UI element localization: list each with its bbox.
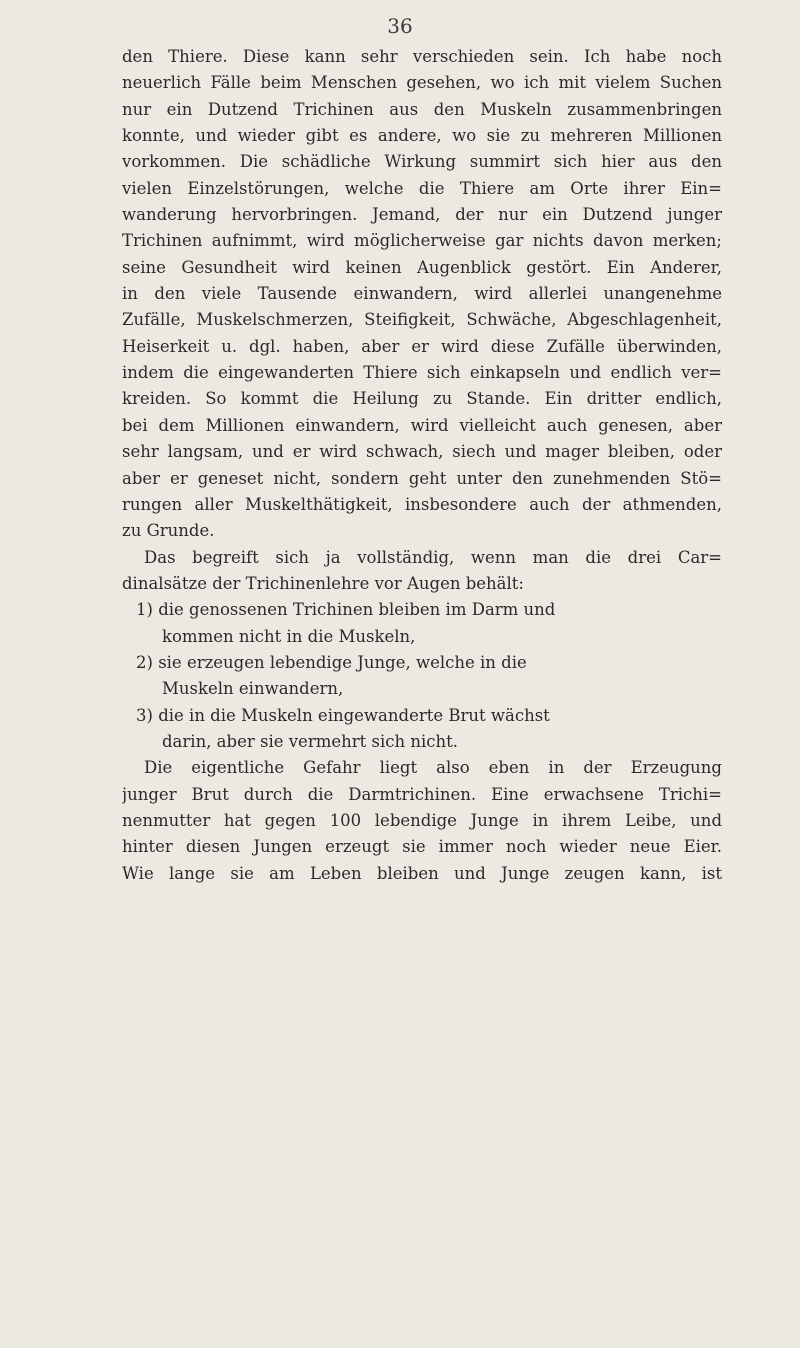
list-number: 3) xyxy=(136,705,153,725)
text-line: aber er geneset nicht, sondern geht unter den zunehmenden Stö= xyxy=(122,468,722,488)
text-line: Die eigentliche Gefahr liegt also eben in der Erzeugung xyxy=(144,758,722,778)
text-line: dinalsätze der Trichinenlehre vor Augen behält: xyxy=(122,573,524,593)
page-number: 36 xyxy=(387,14,413,38)
text-line: indem die eingewanderten Thiere sich einkapseln und endlich ver= xyxy=(122,363,722,383)
text-line: Das begreift sich ja vollständig, wenn man die drei Car= xyxy=(144,547,722,567)
list-item xyxy=(122,650,722,676)
text-line: sehr langsam, und er wird schwach, siech und mager bleiben, oder xyxy=(122,442,722,462)
text-line: konnte, und wieder gibt es andere, wo sie zu mehreren Millionen xyxy=(122,126,722,146)
text-line: rungen aller Muskelthätigkeit, insbesondere auch der athmenden, xyxy=(122,494,722,514)
text-line: neuerlich Fälle beim Menschen gesehen, wo ich mit vielem Suchen xyxy=(122,73,722,93)
text-line: nur ein Dutzend Trichinen aus den Muskeln zusammenbringen xyxy=(122,99,722,119)
text-line: Zufälle, Muskelschmerzen, Steifigkeit, Schwäche, Abgeschlagenheit, xyxy=(122,310,722,330)
paragraph-2 xyxy=(122,545,722,598)
text-line: zu Grunde. xyxy=(122,521,215,541)
text-line: hinter diesen Jungen erzeugt sie immer noch wieder neue Eier. xyxy=(122,837,722,857)
paragraph-3 xyxy=(122,755,722,887)
text-line: seine Gesundheit wird keinen Augenblick gestört. Ein Anderer, xyxy=(122,257,722,277)
list-item xyxy=(122,597,722,623)
paragraph-1 xyxy=(122,44,722,545)
numbered-list xyxy=(122,597,722,755)
text-line: nenmutter hat gegen 100 lebendige Junge in ihrem Leibe, und xyxy=(122,810,722,830)
text-line: kreiden. So kommt die Heilung zu Stande. Ein dritter endlich, xyxy=(122,389,722,409)
list-text: die genossenen Trichinen bleiben im Darm und xyxy=(158,600,556,620)
list-item-continuation: Muskeln einwandern, xyxy=(162,679,344,699)
text-line: den Thiere. Diese kann sehr verschieden sein. Ich habe noch xyxy=(122,47,722,66)
text-line: Heiserkeit u. dgl. haben, aber er wird diese Zufälle überwinden, xyxy=(122,336,722,356)
list-text: sie erzeugen lebendige Junge, welche in die xyxy=(158,652,527,672)
list-item xyxy=(122,703,722,729)
text-line: wanderung hervorbringen. Jemand, der nur ein Dutzend junger xyxy=(122,205,722,225)
text-line: in den viele Tausende einwandern, wird allerlei unangenehme xyxy=(122,284,722,304)
list-item-continuation: darin, aber sie vermehrt sich nicht. xyxy=(162,731,459,751)
list-item-continuation: kommen nicht in die Muskeln, xyxy=(162,626,416,646)
text-line: vorkommen. Die schädliche Wirkung summirt sich hier aus den xyxy=(122,152,722,172)
list-number: 1) xyxy=(136,600,153,620)
text-line: Wie lange sie am Leben bleiben und Junge zeugen kann, ist xyxy=(122,863,722,883)
text-line: Trichinen aufnimmt, wird möglicherweise gar nichts davon merken; xyxy=(122,231,722,251)
body-text xyxy=(122,44,722,887)
list-number: 2) xyxy=(136,652,153,672)
list-text: die in die Muskeln eingewanderte Brut wächst xyxy=(158,705,550,725)
text-line: bei dem Millionen einwandern, wird vielleicht auch genesen, aber xyxy=(122,415,722,435)
text-line: vielen Einzelstörungen, welche die Thiere am Orte ihrer Ein= xyxy=(122,178,722,198)
text-line: junger Brut durch die Darmtrichinen. Eine erwachsene Trichi= xyxy=(122,784,722,804)
